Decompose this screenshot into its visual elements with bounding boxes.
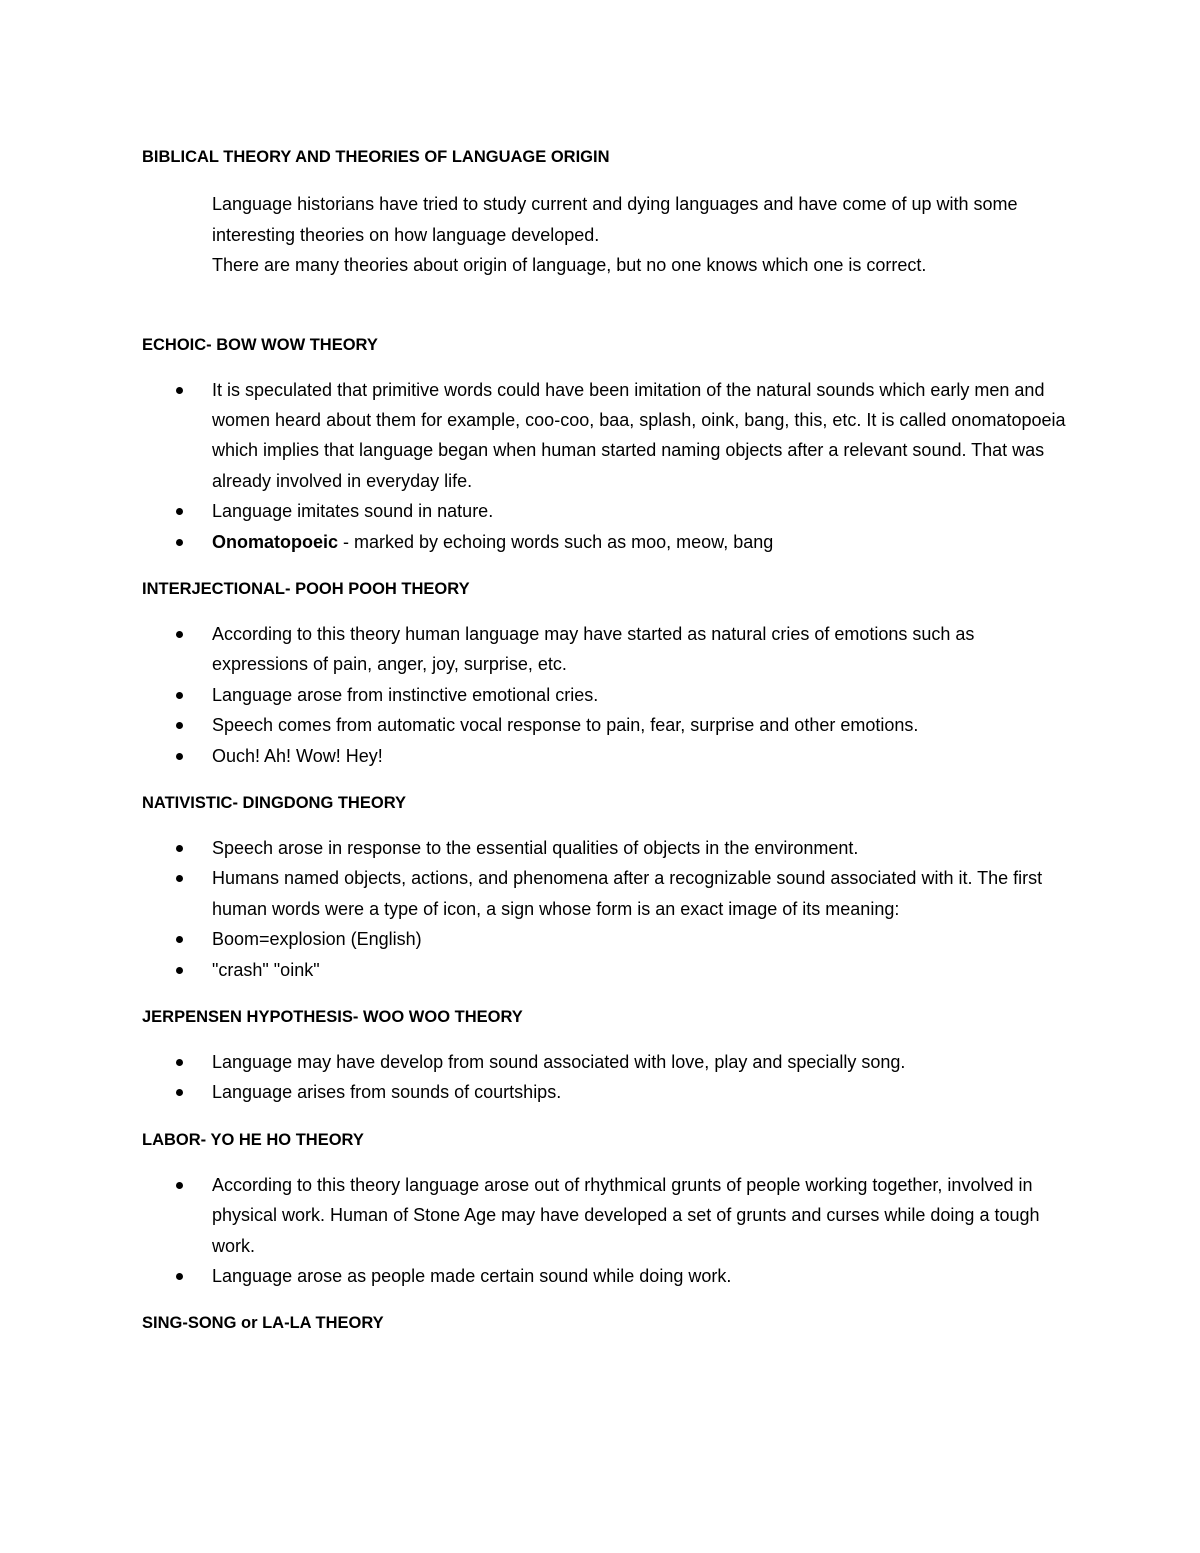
bullet-icon <box>176 631 183 638</box>
list-item <box>142 741 1072 771</box>
list-item-text: According to this theory language arose out of rhythmical grunts of people working together, involved in physical work. Human of Stone Age may have developed a set of grunts and curses while doing a tough work. <box>212 1174 1040 1256</box>
list-item-text: "crash" "oink" <box>212 959 320 980</box>
bullet-icon <box>176 692 183 699</box>
intro-block <box>212 189 1072 281</box>
list-item-text: According to this theory human language may have started as natural cries of emotions such as expressions of pain, anger, joy, surprise, etc. <box>212 623 975 675</box>
list-item-text: Language may have develop from sound associated with love, play and specially song. <box>212 1052 906 1072</box>
bullet-icon <box>176 845 183 852</box>
section-heading-interjectional: INTERJECTIONAL- POOH POOH THEORY <box>142 579 470 598</box>
section-heading-echoic: ECHOIC- BOW WOW THEORY <box>142 335 378 354</box>
list-item <box>142 833 1072 863</box>
bullet-icon <box>176 1273 183 1280</box>
intro-paragraph: There are many theories about origin of language, but no one knows which one is correct. <box>212 255 927 275</box>
document-title: BIBLICAL THEORY AND THEORIES OF LANGUAGE ORIGIN <box>142 148 610 166</box>
bullet-icon <box>176 508 183 515</box>
list-item-text: Language arose from instinctive emotional cries. <box>212 684 599 705</box>
list-item <box>142 710 1072 740</box>
list-item-text: It is speculated that primitive words could have been imitation of the natural sounds which early men and women heard about them for example, coo-coo, baa, splash, oink, bang, this, etc. It is called onomatopoeia which implies that language began when human started naming objects after a relevant sound. That was already involved in everyday life. <box>212 379 1066 491</box>
bullet-icon <box>176 753 183 760</box>
bullet-icon <box>176 967 183 974</box>
bullet-list-interjectional <box>142 619 1072 771</box>
bullet-icon <box>176 1182 183 1189</box>
list-item <box>142 1170 1072 1261</box>
list-item-text: Language imitates sound in nature. <box>212 501 494 522</box>
list-item-text: Language arose as people made certain sound while doing work. <box>212 1266 732 1287</box>
bullet-list-jerpensen <box>142 1047 1072 1108</box>
bullet-icon <box>176 539 183 546</box>
list-item <box>142 619 1072 680</box>
list-item <box>142 1261 1072 1291</box>
list-item-text: Speech comes from automatic vocal response to pain, fear, surprise and other emotions. <box>212 715 919 736</box>
section-heading-labor: LABOR- YO HE HO THEORY <box>142 1130 364 1149</box>
list-item-text: Speech arose in response to the essential qualities of objects in the environment. <box>212 837 859 858</box>
list-item-text: Ouch! Ah! Wow! Hey! <box>212 745 383 766</box>
list-item-text: Boom=explosion (English) <box>212 929 422 950</box>
bullet-icon <box>176 722 183 729</box>
list-item-text: Humans named objects, actions, and phenomena after a recognizable sound associated with it. The first human words were a type of icon, a sign whose form is an exact image of its meaning: <box>212 868 1043 919</box>
bullet-list-labor <box>142 1170 1072 1292</box>
list-item <box>142 1047 1072 1077</box>
list-item <box>142 1077 1072 1107</box>
bullet-icon <box>176 936 183 943</box>
document-content <box>142 145 1072 1353</box>
bullet-icon <box>176 387 183 394</box>
bullet-icon <box>176 1059 183 1066</box>
section-heading-nativistic: NATIVISTIC- DINGDONG THEORY <box>142 793 406 812</box>
section-heading-sing-song: SING-SONG or LA-LA THEORY <box>142 1314 384 1333</box>
list-item <box>142 527 1072 557</box>
list-item-text: Language arises from sounds of courtships. <box>212 1082 562 1103</box>
bullet-icon <box>176 1089 183 1096</box>
list-item-term: Onomatopoeic <box>212 531 339 552</box>
list-item-text: - marked by echoing words such as moo, meow, bang <box>338 531 774 552</box>
list-item <box>142 680 1072 710</box>
list-item <box>142 375 1072 497</box>
list-item <box>142 863 1072 924</box>
list-item <box>142 924 1072 954</box>
intro-paragraph: Language historians have tried to study current and dying languages and have come of up with some interesting theories on how language developed. <box>212 194 1018 245</box>
section-heading-jerpensen: JERPENSEN HYPOTHESIS- WOO WOO THEORY <box>142 1008 523 1026</box>
bullet-icon <box>176 875 183 882</box>
list-item <box>142 955 1072 985</box>
list-item <box>142 496 1072 526</box>
bullet-list-echoic <box>142 375 1072 557</box>
bullet-list-nativistic <box>142 833 1072 985</box>
